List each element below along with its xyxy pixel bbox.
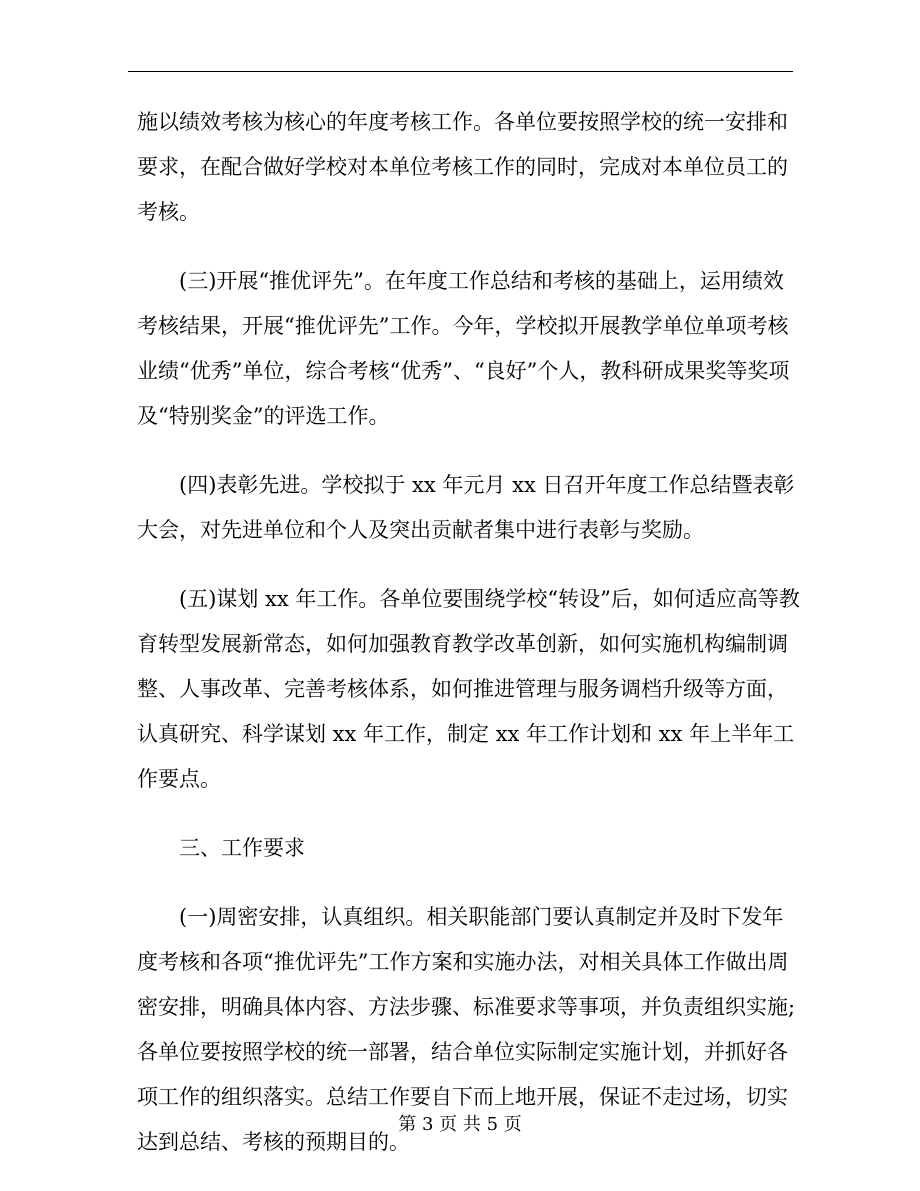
heading-line: 三、工作要求 <box>179 836 305 860</box>
paragraph-3 <box>137 463 797 553</box>
page-number: 第 3 页 共 5 页 <box>398 1114 522 1135</box>
text-line: 度考核和各项“推优评先”工作方案和实施办法，对相关具体工作做出周 <box>137 950 789 974</box>
text-line: 及“特别奖金”的评选工作。 <box>137 404 390 428</box>
text-line: 育转型发展新常态，如何加强教育教学改革创新，如何实施机构编制调 <box>137 632 788 656</box>
text-line: 作要点。 <box>137 767 221 791</box>
text-line: 施以绩效考核为核心的年度考核工作。各单位要按照学校的统一安排和 <box>137 110 788 134</box>
text-line: (一)周密安排，认真组织。相关职能部门要认真制定并及时下发年 <box>179 905 784 929</box>
paragraph-2 <box>137 259 797 439</box>
text-line: 整、人事改革、完善考核体系，如何推进管理与服务调档升级等方面， <box>137 677 788 701</box>
text-line: 大会，对先进单位和个人及突出贡献者集中进行表彰与奖励。 <box>137 518 704 542</box>
text-line: 认真研究、科学谋划 xx 年工作，制定 xx 年工作计划和 xx 年上半年工 <box>137 722 795 746</box>
text-line: (四)表彰先进。学校拟于 xx 年元月 xx 日召开年度工作总结暨表彰 <box>179 473 795 497</box>
text-line: 达到总结、考核的预期目的。 <box>137 1130 410 1154</box>
paragraph-1 <box>137 100 797 235</box>
text-line: 项工作的组织落实。总结工作要自下而上地开展，保证不走过场，切实 <box>137 1085 788 1109</box>
text-line: 要求，在配合做好学校对本单位考核工作的同时，完成对本单位员工的 <box>137 155 788 179</box>
text-line: 各单位要按照学校的统一部署，结合单位实际制定实施计划，并抓好各 <box>137 1040 788 1064</box>
paragraph-4 <box>137 577 800 802</box>
section-heading <box>137 826 797 871</box>
text-line: (五)谋划 xx 年工作。各单位要围绕学校“转设”后，如何适应高等教 <box>179 587 800 611</box>
text-line: 密安排，明确具体内容、方法步骤、标准要求等事项，并负责组织实施; <box>137 995 796 1019</box>
document-body <box>137 100 800 1165</box>
header-rule <box>128 71 793 72</box>
text-line: 考核结果，开展“推优评先”工作。今年，学校拟开展教学单位单项考核 <box>137 314 789 338</box>
text-line: 考核。 <box>137 200 200 224</box>
text-line: 业绩“优秀”单位，综合考核“优秀”、“良好”个人，教科研成果奖等奖项 <box>137 359 790 383</box>
text-line: (三)开展“推优评先”。在年度工作总结和考核的基础上，运用绩效 <box>179 269 784 293</box>
